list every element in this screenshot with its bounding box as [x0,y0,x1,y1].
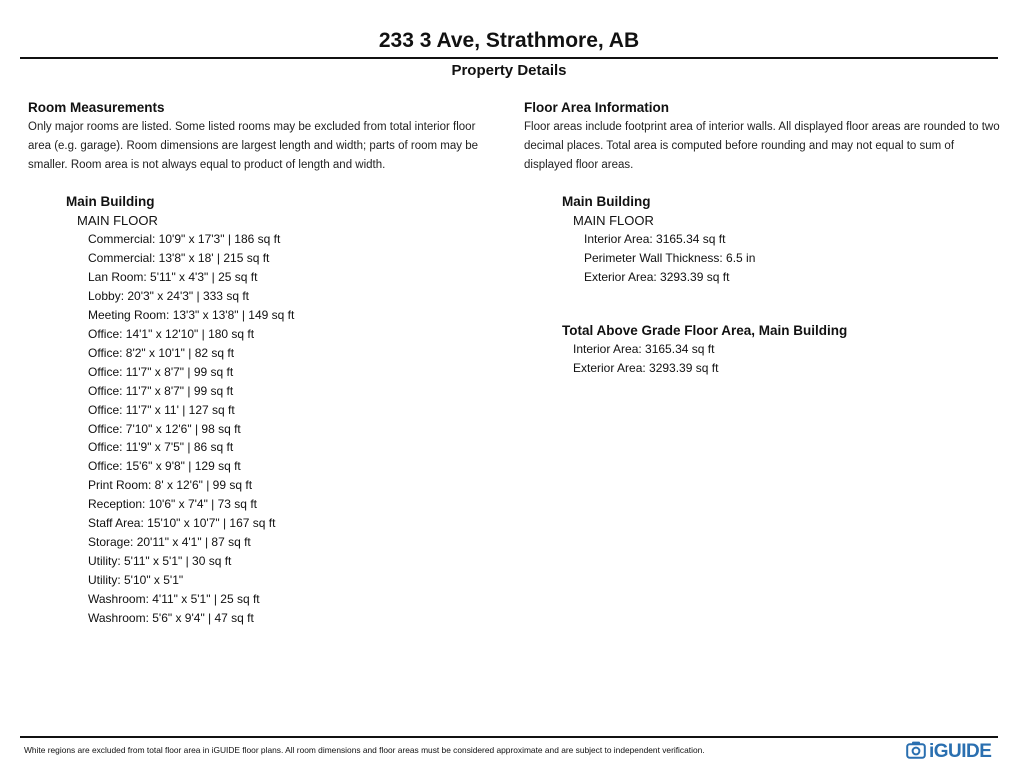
room-item: Office: 11'7" x 8'7" | 99 sq ft [88,383,234,398]
room-item: Utility: 5'11" x 5'1" | 30 sq ft [88,554,232,569]
room-item: Lan Room: 5'11" x 4'3" | 25 sq ft [88,269,258,284]
room-item: Utility: 5'10" x 5'1" [88,573,184,588]
room-measurements-description: Only major rooms are listed. Some listed rooms may be excluded from total interior floor area (e.g. garage). Room dimensions are largest length and width; parts of room may be smaller. Room area is not always equal to product of length and width. [28,121,479,171]
room-item: Print Room: 8' x 12'6" | 99 sq ft [88,478,253,493]
room-item: Staff Area: 15'10" x 10'7" | 167 sq ft [88,516,276,531]
total-area-list [573,340,1002,378]
room-building-title: Main Building [66,194,155,209]
total-area-block [524,321,1002,378]
floor-area-building-title: Main Building [562,194,651,209]
total-area-item: Exterior Area: 3293.39 sq ft [573,360,719,375]
brand-logo [906,740,991,764]
footer-divider [20,736,998,738]
floor-area-description: Floor areas include footprint area of interior walls. All displayed floor areas are rounded to two decimal places. Total area is computed before rounding and may not equal to sum of displayed floor areas. [524,121,1000,171]
page-subtitle: Property Details [451,62,567,79]
floor-area-list [584,230,1002,287]
room-item: Lobby: 20'3" x 24'3" | 333 sq ft [88,288,249,303]
room-item: Office: 8'2" x 10'1" | 82 sq ft [88,345,235,360]
room-measurements-section [28,99,498,628]
total-area-title: Total Above Grade Floor Area, Main Building [562,322,848,338]
room-item: Office: 11'9" x 7'5" | 86 sq ft [88,440,234,455]
room-measurements-heading: Room Measurements [28,100,165,115]
camera-logo-icon [906,741,926,764]
footer-disclaimer: White regions are excluded from total floor area in iGUIDE floor plans. All room dimensions and floor areas must be considered approximate and are subject to independent verification. [24,745,705,755]
floor-area-floor-title: MAIN FLOOR [573,213,654,228]
floor-area-item: Interior Area: 3165.34 sq ft [584,232,726,246]
room-item: Office: 15'6" x 9'8" | 129 sq ft [88,459,241,474]
room-item: Office: 11'7" x 8'7" | 99 sq ft [88,364,234,379]
room-item: Reception: 10'6" x 7'4" | 73 sq ft [88,497,257,512]
room-item: Washroom: 5'6" x 9'4" | 47 sq ft [88,611,254,626]
room-item: Meeting Room: 13'3" x 13'8" | 149 sq ft [88,307,295,322]
room-item: Commercial: 10'9" x 17'3" | 186 sq ft [88,232,281,246]
room-item: Washroom: 4'11" x 5'1" | 25 sq ft [88,592,260,607]
room-item: Commercial: 13'8" x 18' | 215 sq ft [88,250,270,265]
room-floor-title: MAIN FLOOR [77,213,158,228]
room-item: Storage: 20'11" x 4'1" | 87 sq ft [88,535,251,550]
room-item: Office: 7'10" x 12'6" | 98 sq ft [88,421,241,436]
floor-area-item: Perimeter Wall Thickness: 6.5 in [584,250,756,265]
floor-area-item: Exterior Area: 3293.39 sq ft [584,269,730,284]
floor-area-heading: Floor Area Information [524,100,670,115]
page-title: 233 3 Ave, Strathmore, AB [378,29,640,52]
room-list [88,230,498,628]
total-area-item: Interior Area: 3165.34 sq ft [573,341,715,356]
floor-area-section [524,99,1002,378]
header-divider [20,57,998,59]
room-item: Office: 14'1" x 12'10" | 180 sq ft [88,326,255,341]
brand-name: iGUIDE [929,741,992,762]
room-item: Office: 11'7" x 11' | 127 sq ft [88,402,235,417]
